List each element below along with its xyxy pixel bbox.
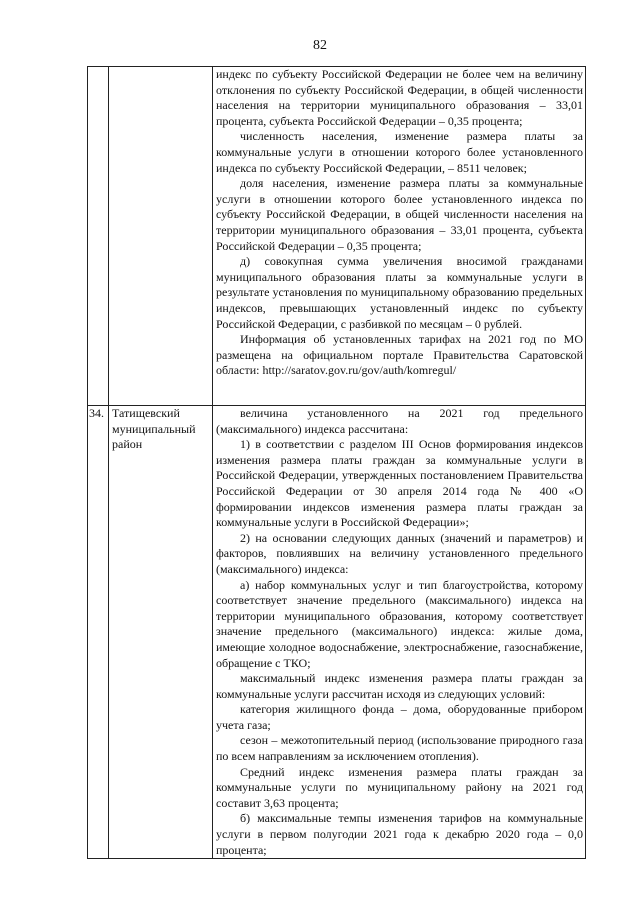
info-text: [213, 67, 585, 379]
municipality-cell: [109, 67, 213, 406]
municipality-name: Татищевский муниципальный район: [112, 406, 196, 452]
info-text: [213, 406, 585, 858]
info-cell: [213, 406, 586, 859]
paragraph: б) максимальные темпы изменения тарифов на коммунальные услуги в первом полугодии 2021 года к декабрю 2020 года – 0,0 процента;: [216, 811, 583, 857]
municipality-cell: [109, 406, 213, 859]
row-number-cell: [88, 67, 109, 406]
paragraph: д) совокупная сумма увеличения вносимой гражданами муниципального образования платы за коммунальные услуги в результате установления по муниципальному образованию предельных индексов, превышающих установленный индекс по субъекту Российской Федерации, с разбивкой по месяцам – 0 рублей.: [216, 254, 583, 331]
info-cell: [213, 67, 586, 406]
paragraph: Средний индекс изменения размера платы граждан за коммунальные услуги по муниципальному району на 2021 год составит 3,63 процента;: [216, 764, 583, 810]
paragraph: сезон – межотопительный период (использование природного газа по всем направлениям за исключением отопления).: [216, 733, 583, 764]
document-table: [87, 66, 586, 859]
paragraph: 1) в соответствии с разделом III Основ формирования индексов изменения размера платы граждан за коммунальные услуги в Российской Федерации, утвержденных постановлением Правительства Российской Федерации от 30 апреля 2014 года № 400 «О формировании индексов изменения размера платы граждан за коммунальные услуги в Российской Федерации»;: [216, 437, 583, 530]
paragraph: категория жилищного фонда – дома, оборудованные прибором учета газа;: [216, 702, 583, 732]
paragraph: индекс по субъекту Российской Федерации не более чем на величину отклонения по субъекту Российской Федерации, в общей численности населения на территории муниципального образования – 33,01 процента, субъекта Российской Федерации – 0,35 процента;: [216, 67, 583, 128]
paragraph: численность населения, изменение размера платы за коммунальные услуги в отношении которого более установленного индекса по субъекту Российской Федерации, – 8511 человек;: [216, 129, 583, 175]
paragraph: Информация об установленных тарифах на 2021 год по МО размещена на официальном портале Правительства Саратовской области: http://saratov.gov.ru/gov/auth/komregul/: [216, 332, 583, 378]
table-row-continued: [88, 67, 586, 406]
paragraph: величина установленного на 2021 год предельного (максимального) индекса рассчитана:: [216, 406, 583, 436]
row-number-cell: [88, 406, 109, 859]
paragraph: доля населения, изменение размера платы за коммунальные услуги в отношении которого более установленного индекса по субъекту Российской Федерации, в общей численности населения на территории муниципального образования – 33,01 процента, субъекта Российской Федерации – 0,35 процента;: [216, 176, 583, 253]
paragraph: а) набор коммунальных услуг и тип благоустройства, которому соответствует значение предельного (максимального) индекса на территории муниципального образования, которому соответствует значение предельного (максимального) индекса: жилые дома, имеющие холодное водоснабжение, электроснабжение, газоснабжение, обращение с ТКО;: [216, 577, 583, 670]
row-number: 34.: [89, 406, 104, 420]
page-number: 82: [313, 38, 327, 53]
paragraph: максимальный индекс изменения размера платы граждан за коммунальные услуги рассчитан исходя из следующих условий:: [216, 671, 583, 701]
table-row-34: [88, 406, 586, 859]
paragraph: 2) на основании следующих данных (значений и параметров) и факторов, повлиявших на величину установленного предельного (максимального) индекса:: [216, 530, 583, 576]
